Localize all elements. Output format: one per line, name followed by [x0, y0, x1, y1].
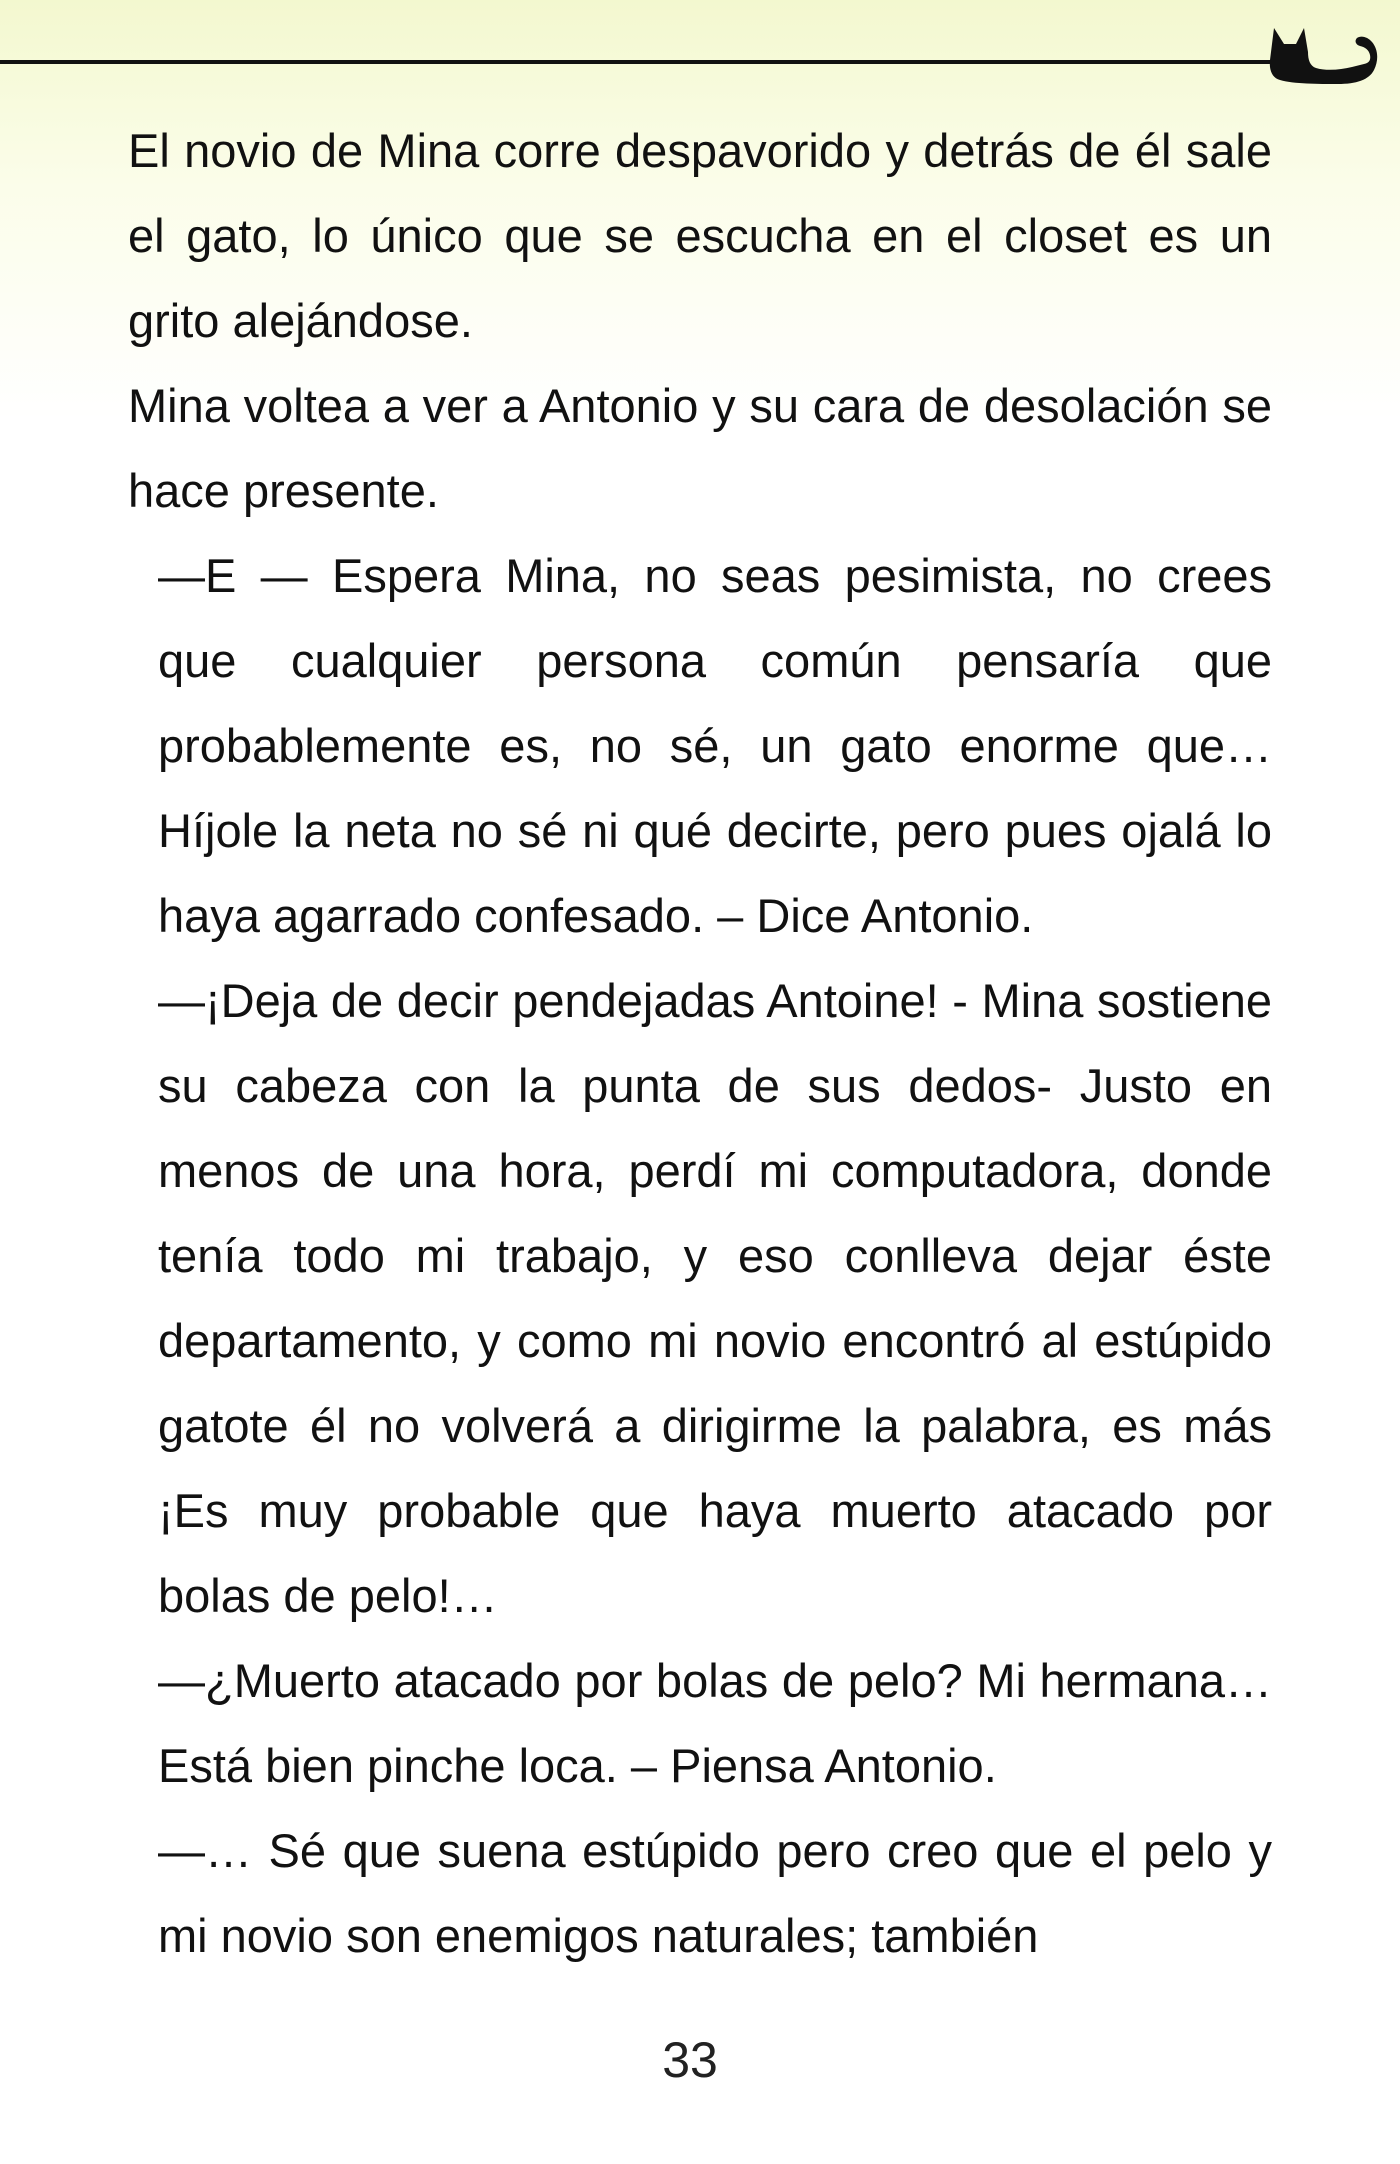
dialogue-paragraph: —… Sé que suena estúpido pero creo que el pelo y mi novio son enemigos naturales; también	[158, 1824, 1272, 1962]
narration-paragraph: Mina voltea a ver a Antonio y su cara de desolación se hace presente.	[128, 379, 1272, 517]
page-number: 33	[662, 2032, 718, 2088]
dialogue-paragraph: —E — Espera Mina, no seas pesimista, no crees que cualquier persona común pensaría que probablemente es, no sé, un gato enorme que… Híjole la neta no sé ni qué decirte, pero pues ojalá lo haya agarrado confesado. – Dice Antonio.	[158, 549, 1272, 942]
narration-paragraph: El novio de Mina corre despavorido y detrás de él sale el gato, lo único que se escucha en el closet es un grito alejándose.	[128, 124, 1272, 347]
header-rule	[0, 60, 1275, 64]
dialogue-paragraph: —¡Deja de decir pendejadas Antoine! - Mina sostiene su cabeza con la punta de sus dedos- Justo en menos de una hora, perdí mi computadora, donde tenía todo mi trabajo, y eso conlleva dejar éste departamento, y como mi novio encontró al estúpido gatote él no volverá a dirigirme la palabra, es más ¡Es muy probable que haya muerto atacado por bolas de pelo!…	[158, 974, 1272, 1622]
dialogue-paragraph: —¿Muerto atacado por bolas de pelo? Mi hermana… Está bien pinche loca. – Piensa Antonio.	[158, 1654, 1272, 1792]
cat-silhouette-icon	[1268, 22, 1386, 92]
body-text	[128, 108, 1272, 1978]
